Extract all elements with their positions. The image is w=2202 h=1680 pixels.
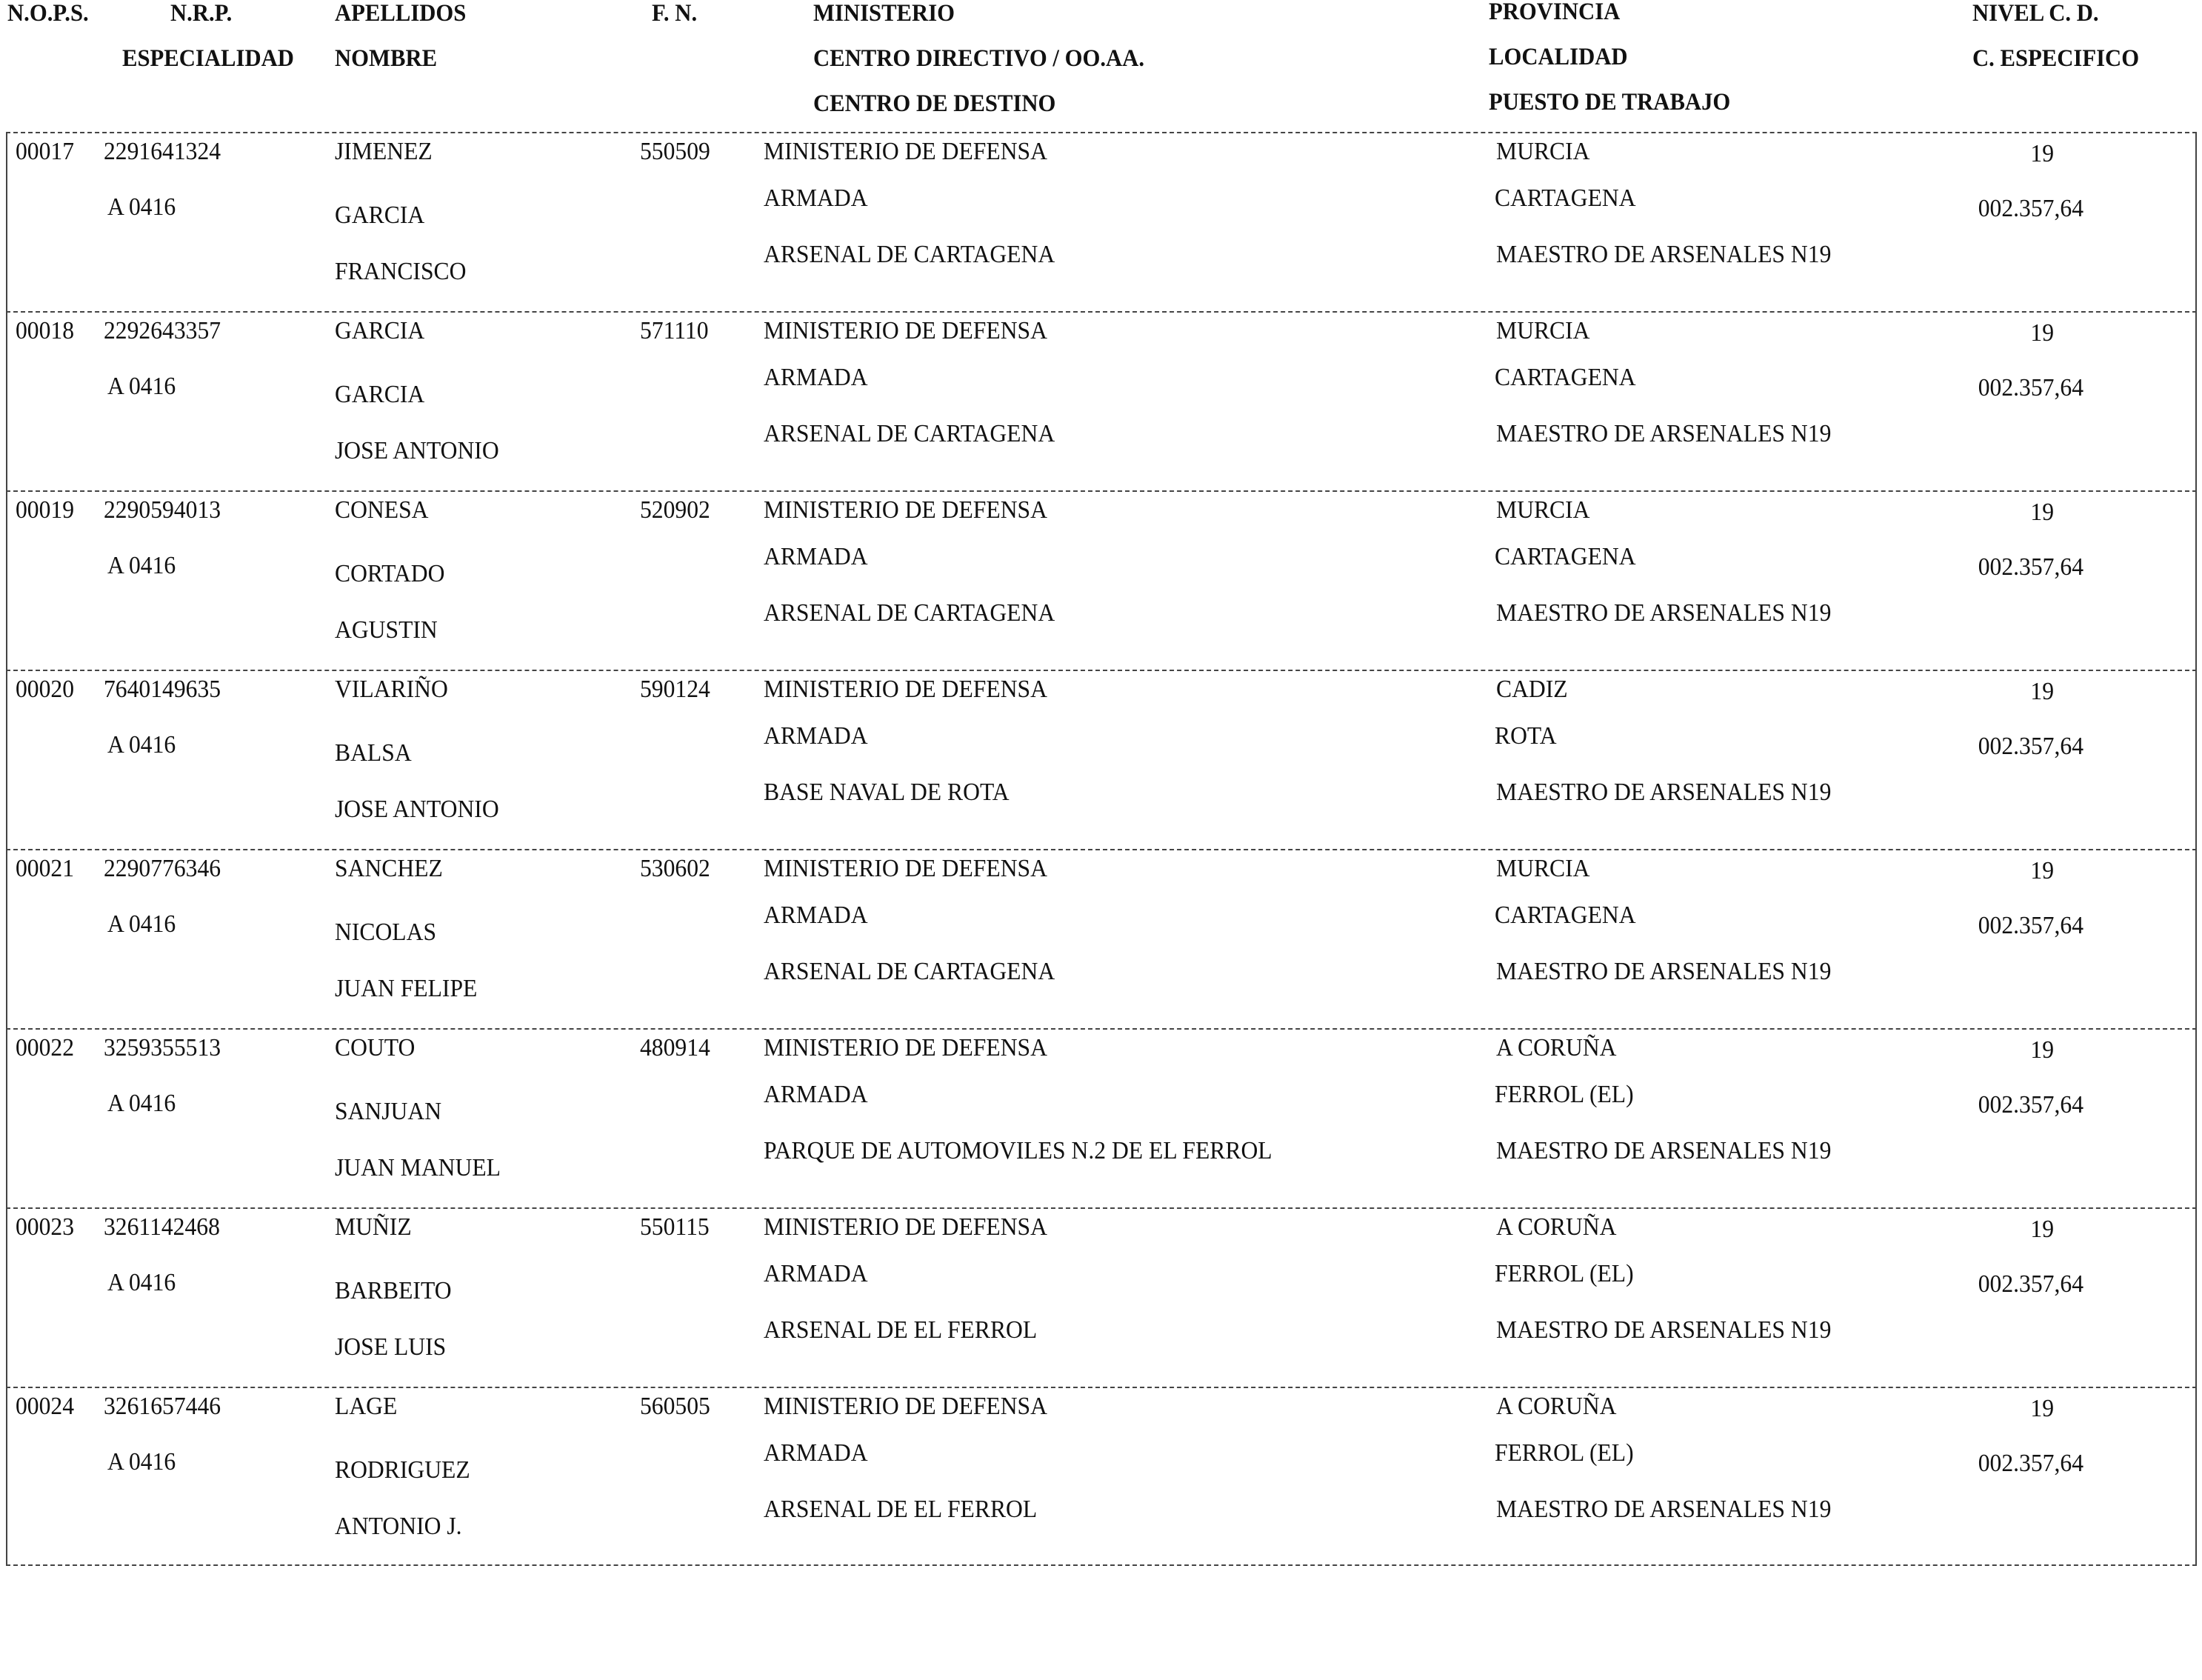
nombre-cell: FRANCISCO xyxy=(335,258,467,285)
centro-cell: ARMADA xyxy=(764,722,868,750)
localidad-cell: FERROL (EL) xyxy=(1495,1081,1634,1108)
nrp-cell: 2290594013 xyxy=(104,496,221,524)
especifico-cell: 002.357,64 xyxy=(1978,733,2083,760)
localidad-cell: CARTAGENA xyxy=(1495,184,1636,212)
especifico-cell: 002.357,64 xyxy=(1978,195,2083,222)
destino-cell: PARQUE DE AUTOMOVILES N.2 DE EL FERROL xyxy=(764,1137,1272,1164)
centro-cell: ARMADA xyxy=(764,184,868,212)
ministerio-cell: MINISTERIO DE DEFENSA xyxy=(764,138,1047,165)
apellido2-cell: BALSA xyxy=(335,739,412,767)
localidad-cell: CARTAGENA xyxy=(1495,543,1636,570)
fn-cell: 560505 xyxy=(640,1393,710,1420)
localidad-cell: CARTAGENA xyxy=(1495,901,1636,929)
apellido1-cell: MUÑIZ xyxy=(335,1213,412,1241)
centro-cell: ARMADA xyxy=(764,1260,868,1287)
localidad-cell: CARTAGENA xyxy=(1495,364,1636,391)
nivel-cell: 19 xyxy=(2030,1036,2054,1064)
apellido2-cell: GARCIA xyxy=(335,201,425,229)
table-row xyxy=(6,849,2197,1028)
especialidad-cell: A 0416 xyxy=(107,1090,176,1117)
provincia-cell: A CORUÑA xyxy=(1496,1034,1617,1061)
especialidad-cell: A 0416 xyxy=(107,1269,176,1296)
provincia-cell: MURCIA xyxy=(1496,496,1590,524)
ministerio-cell: MINISTERIO DE DEFENSA xyxy=(764,676,1047,703)
puesto-cell: MAESTRO DE ARSENALES N19 xyxy=(1496,420,1832,447)
nops-cell: 00019 xyxy=(16,496,75,524)
header-nivel: NIVEL C. D. xyxy=(1972,0,2099,27)
nivel-cell: 19 xyxy=(2030,1395,2054,1422)
header-localidad: LOCALIDAD xyxy=(1489,44,1628,70)
header-provincia: PROVINCIA xyxy=(1489,0,1621,25)
ministerio-cell: MINISTERIO DE DEFENSA xyxy=(764,855,1047,882)
header-centro-destino: CENTRO DE DESTINO xyxy=(813,90,1056,117)
ministerio-cell: MINISTERIO DE DEFENSA xyxy=(764,1393,1047,1420)
nrp-cell: 3259355513 xyxy=(104,1034,221,1061)
header-puesto: PUESTO DE TRABAJO xyxy=(1489,89,1731,116)
especifico-cell: 002.357,64 xyxy=(1978,1450,2083,1477)
especialidad-cell: A 0416 xyxy=(107,193,176,221)
centro-cell: ARMADA xyxy=(764,1439,868,1467)
localidad-cell: FERROL (EL) xyxy=(1495,1439,1634,1467)
fn-cell: 530602 xyxy=(640,855,710,882)
nops-cell: 00018 xyxy=(16,317,75,344)
nombre-cell: AGUSTIN xyxy=(335,616,438,644)
apellido1-cell: JIMENEZ xyxy=(335,138,433,165)
puesto-cell: MAESTRO DE ARSENALES N19 xyxy=(1496,599,1832,627)
especialidad-cell: A 0416 xyxy=(107,910,176,938)
puesto-cell: MAESTRO DE ARSENALES N19 xyxy=(1496,1496,1832,1523)
nops-cell: 00023 xyxy=(16,1213,75,1241)
header-nrp: N.R.P. xyxy=(170,0,233,27)
apellido1-cell: CONESA xyxy=(335,496,429,524)
header-fn: F. N. xyxy=(652,0,698,27)
table-row xyxy=(6,1028,2197,1207)
apellido1-cell: LAGE xyxy=(335,1393,398,1420)
puesto-cell: MAESTRO DE ARSENALES N19 xyxy=(1496,958,1832,985)
apellido1-cell: VILARIÑO xyxy=(335,676,448,703)
centro-cell: ARMADA xyxy=(764,901,868,929)
apellido2-cell: BARBEITO xyxy=(335,1277,452,1304)
destino-cell: ARSENAL DE CARTAGENA xyxy=(764,599,1055,627)
header-centro-directivo: CENTRO DIRECTIVO / OO.AA. xyxy=(813,45,1145,72)
centro-cell: ARMADA xyxy=(764,543,868,570)
apellido1-cell: COUTO xyxy=(335,1034,416,1061)
localidad-cell: ROTA xyxy=(1495,722,1557,750)
destino-cell: ARSENAL DE CARTAGENA xyxy=(764,420,1055,447)
table-row xyxy=(6,490,2197,670)
nops-cell: 00022 xyxy=(16,1034,75,1061)
especialidad-cell: A 0416 xyxy=(107,552,176,579)
fn-cell: 550509 xyxy=(640,138,710,165)
nops-cell: 00020 xyxy=(16,676,75,703)
apellido2-cell: SANJUAN xyxy=(335,1098,442,1125)
nivel-cell: 19 xyxy=(2030,678,2054,705)
destino-cell: ARSENAL DE EL FERROL xyxy=(764,1496,1038,1523)
nrp-cell: 2292643357 xyxy=(104,317,221,344)
nops-cell: 00024 xyxy=(16,1393,75,1420)
header-nops: N.O.P.S. xyxy=(7,0,89,27)
apellido2-cell: CORTADO xyxy=(335,560,445,587)
header-apellidos: APELLIDOS xyxy=(335,0,467,27)
table-row xyxy=(6,1207,2197,1387)
ministerio-cell: MINISTERIO DE DEFENSA xyxy=(764,317,1047,344)
apellido2-cell: NICOLAS xyxy=(335,919,437,946)
provincia-cell: A CORUÑA xyxy=(1496,1393,1617,1420)
provincia-cell: CADIZ xyxy=(1496,676,1568,703)
fn-cell: 480914 xyxy=(640,1034,710,1061)
table-row xyxy=(6,670,2197,849)
provincia-cell: MURCIA xyxy=(1496,855,1590,882)
nivel-cell: 19 xyxy=(2030,499,2054,526)
destino-cell: ARSENAL DE CARTAGENA xyxy=(764,241,1055,268)
nrp-cell: 3261142468 xyxy=(104,1213,220,1241)
fn-cell: 590124 xyxy=(640,676,710,703)
nops-cell: 00017 xyxy=(16,138,75,165)
apellido1-cell: SANCHEZ xyxy=(335,855,443,882)
ministerio-cell: MINISTERIO DE DEFENSA xyxy=(764,496,1047,524)
especifico-cell: 002.357,64 xyxy=(1978,374,2083,401)
especifico-cell: 002.357,64 xyxy=(1978,1270,2083,1298)
nrp-cell: 3261657446 xyxy=(104,1393,221,1420)
nombre-cell: JOSE LUIS xyxy=(335,1333,447,1361)
especifico-cell: 002.357,64 xyxy=(1978,553,2083,581)
table-row xyxy=(6,311,2197,490)
apellido2-cell: GARCIA xyxy=(335,381,425,408)
puesto-cell: MAESTRO DE ARSENALES N19 xyxy=(1496,779,1832,806)
nivel-cell: 19 xyxy=(2030,140,2054,167)
provincia-cell: A CORUÑA xyxy=(1496,1213,1617,1241)
fn-cell: 550115 xyxy=(640,1213,710,1241)
nrp-cell: 2290776346 xyxy=(104,855,221,882)
header-especifico: C. ESPECIFICO xyxy=(1972,45,2140,72)
provincia-cell: MURCIA xyxy=(1496,138,1590,165)
ministerio-cell: MINISTERIO DE DEFENSA xyxy=(764,1213,1047,1241)
centro-cell: ARMADA xyxy=(764,364,868,391)
nombre-cell: JOSE ANTONIO xyxy=(335,437,499,464)
ministerio-cell: MINISTERIO DE DEFENSA xyxy=(764,1034,1047,1061)
nops-cell: 00021 xyxy=(16,855,75,882)
header-nombre: NOMBRE xyxy=(335,45,438,72)
nivel-cell: 19 xyxy=(2030,1216,2054,1243)
table-row xyxy=(6,1387,2197,1566)
fn-cell: 520902 xyxy=(640,496,710,524)
apellido2-cell: RODRIGUEZ xyxy=(335,1456,470,1484)
apellido1-cell: GARCIA xyxy=(335,317,425,344)
nombre-cell: JUAN FELIPE xyxy=(335,975,478,1002)
nrp-cell: 2291641324 xyxy=(104,138,221,165)
header-especialidad: ESPECIALIDAD xyxy=(122,45,294,72)
nombre-cell: JOSE ANTONIO xyxy=(335,796,499,823)
nivel-cell: 19 xyxy=(2030,319,2054,347)
nivel-cell: 19 xyxy=(2030,857,2054,884)
especialidad-cell: A 0416 xyxy=(107,373,176,400)
especialidad-cell: A 0416 xyxy=(107,731,176,759)
header-ministerio: MINISTERIO xyxy=(813,0,955,27)
puesto-cell: MAESTRO DE ARSENALES N19 xyxy=(1496,1316,1832,1344)
nombre-cell: ANTONIO J. xyxy=(335,1513,462,1540)
centro-cell: ARMADA xyxy=(764,1081,868,1108)
fn-cell: 571110 xyxy=(640,317,709,344)
nombre-cell: JUAN MANUEL xyxy=(335,1154,501,1181)
destino-cell: ARSENAL DE CARTAGENA xyxy=(764,958,1055,985)
localidad-cell: FERROL (EL) xyxy=(1495,1260,1634,1287)
puesto-cell: MAESTRO DE ARSENALES N19 xyxy=(1496,1137,1832,1164)
especifico-cell: 002.357,64 xyxy=(1978,912,2083,939)
provincia-cell: MURCIA xyxy=(1496,317,1590,344)
puesto-cell: MAESTRO DE ARSENALES N19 xyxy=(1496,241,1832,268)
especifico-cell: 002.357,64 xyxy=(1978,1091,2083,1119)
nrp-cell: 7640149635 xyxy=(104,676,221,703)
especialidad-cell: A 0416 xyxy=(107,1448,176,1476)
table-row xyxy=(6,132,2197,311)
destino-cell: ARSENAL DE EL FERROL xyxy=(764,1316,1038,1344)
destino-cell: BASE NAVAL DE ROTA xyxy=(764,779,1010,806)
